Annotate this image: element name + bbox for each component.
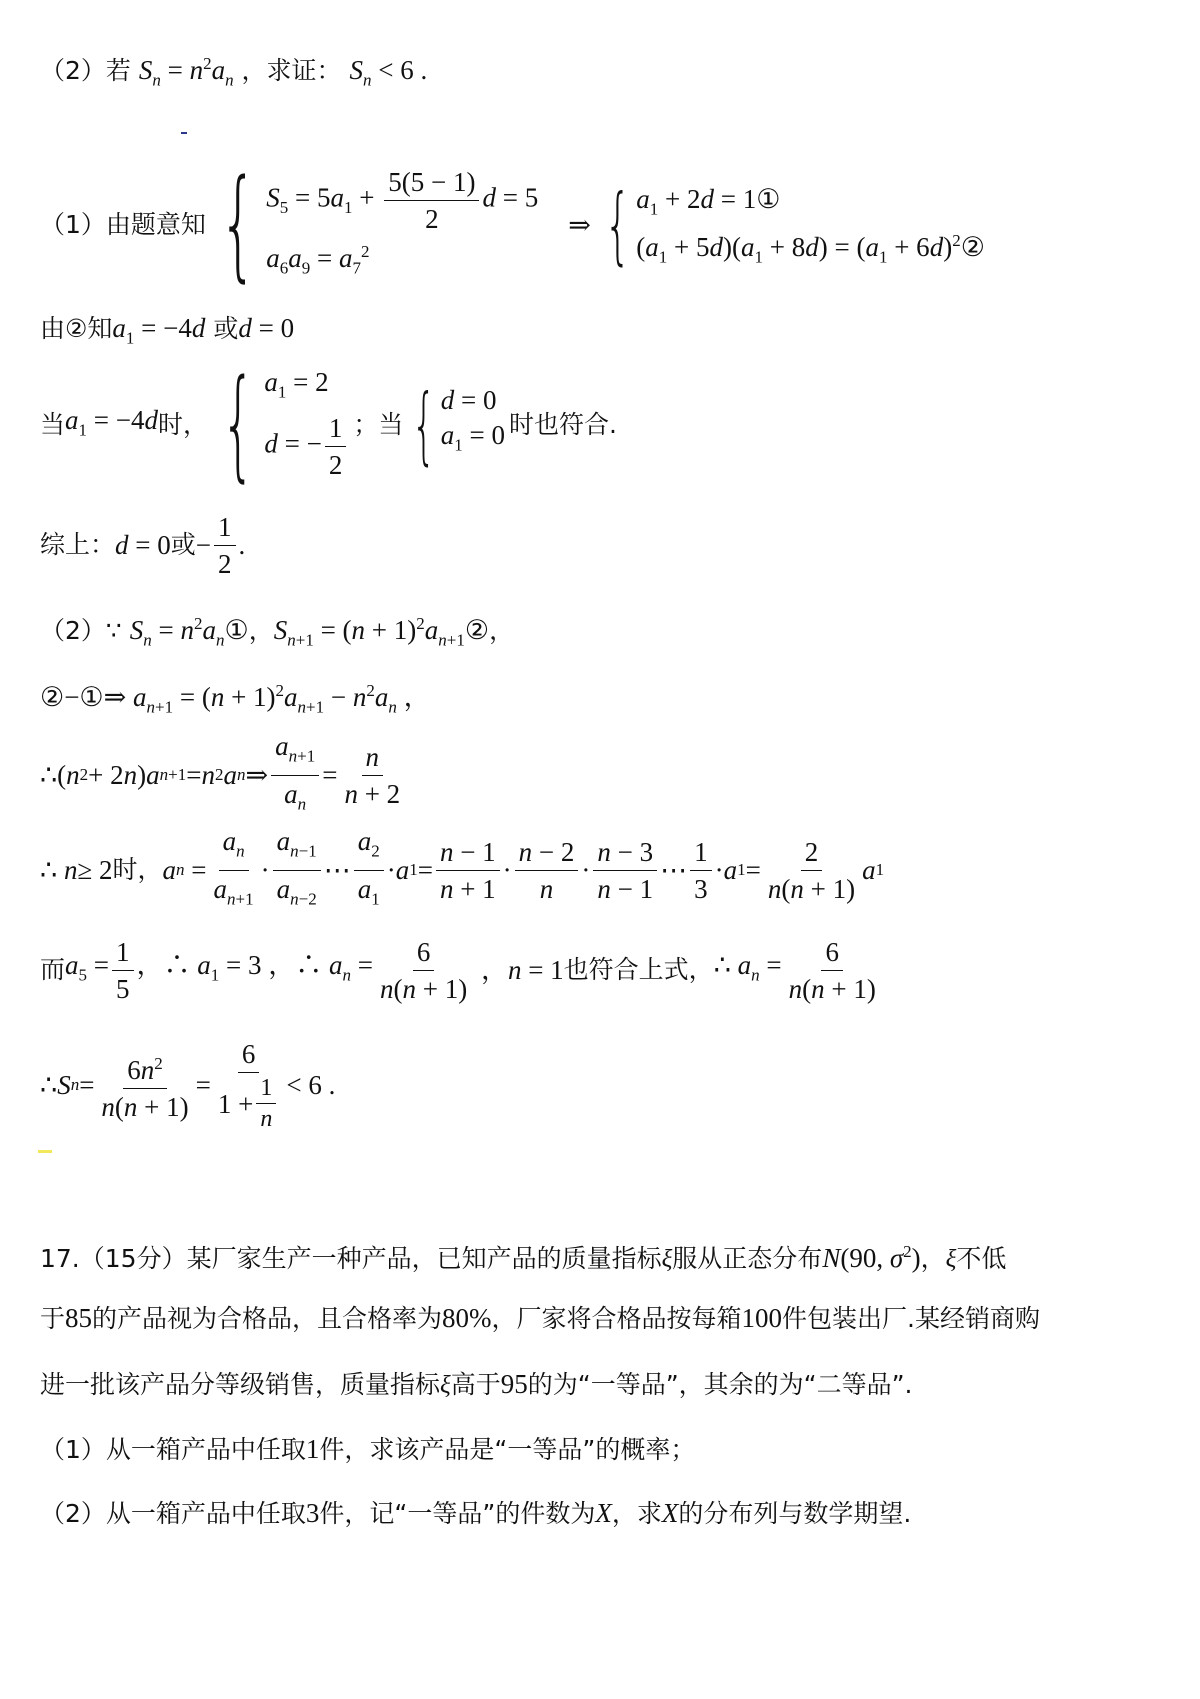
xi-symbol-3: ξ	[440, 1372, 451, 1399]
sol2-label: （2）∵	[40, 616, 122, 645]
sol2-line-2: ②−①⇒ $a_{n+1} = (n + 1)^2a_{n+1} - n^2a_n$ ，	[40, 681, 431, 717]
random-variable-x: X	[595, 1498, 612, 1528]
case-line: 当 $a_1 = -4d$ 时， { $a_1 = 2$ d = − $\frac{1}{2}$ ；当 { d = 0 $a_1 = 0$ 时也符合.	[40, 355, 617, 494]
solution-part1-header	[40, 155, 989, 294]
when-tail: 时，	[157, 410, 208, 439]
p17-line-1: 17.（15分）某厂家生产一种产品，已知产品的质量指标ξ服从正态分布N(90, $\sigma^2$)，ξ不低	[40, 1242, 1007, 1273]
system-2: { $a_1 + 2d$ = 1① $(a_1 + 5d)(a_1 + 8d) = (a_1$ + $6d)^2②$	[604, 176, 985, 274]
question-goal: $S_n < 6$ .	[349, 55, 428, 90]
sol2-line-5: 而 $a_5$ = $\frac{1}{5}$ ，∴ $a_1 = 3$ ，∴ $a_n$ = $\frac{6}{n(n + 1)}$ ，n = 1 也符合上式， ∴ $a_n$ = $\frac{6}{n(n + 1)}$	[40, 936, 876, 1004]
shi-word: 时，	[112, 855, 163, 884]
system-2-line-1: $a_1 + 2d$ = 1①	[636, 184, 781, 219]
question-condition: $S_n = n^2a_n$	[138, 54, 234, 90]
random-variable-x-2: X	[661, 1498, 679, 1528]
threshold-85: 85	[65, 1303, 93, 1333]
case-2-system: { d = 0 $a_1 = 0$	[412, 376, 506, 474]
solution-label: （1）由题意知	[40, 210, 206, 239]
semicolon-when: ；当	[353, 410, 404, 439]
when-word: 当	[40, 410, 66, 439]
p17-line-3: 进一批该产品分等级销售，质量指标ξ高于95的为“一等品”，其余的为“二等品”.	[40, 1369, 913, 1399]
threshold-95: 95	[500, 1369, 528, 1399]
sol2-line-1: （2）∵ $S_n$ = $n^2a_n①$，$S_{n+1} = (n$ + $1)^2a_{n+1}②$，	[40, 614, 515, 650]
system-2-line-2: $(a_1 + 5d)(a_1 + 8d) = (a_1$ + $6d)^2②$	[636, 231, 985, 267]
p17-line-2: 于85的产品视为合格品，且合格率为80%，厂家将合格品按每箱100件包装出厂.某经销商购	[40, 1303, 1040, 1333]
pass-rate: 80%	[442, 1303, 492, 1333]
or-word: 或	[213, 314, 239, 343]
case-1-system: { $a_1 = 2$ d = − $\frac{1}{2}$	[212, 365, 349, 485]
question-label: （2）若	[40, 56, 131, 85]
sol2-line-4: ∴ n ≥ 2 时， a n = $\frac{a_n}{a_{n+1}}$ · $\frac{a_{n-1}}{a_{n-2}}$ ⋯ $\frac{a_2}{a_1}$ · a 1 = $\frac{n - 1}{n + 1}$ · $\frac{n - 2}{n}$ · $\frac{n - 3}{n - 1}$ ⋯ $\frac{1}{3}$ · a 1 = $\frac{2}{n(n + 1)}$ a 1	[40, 826, 885, 908]
summary-line: 综上： d = 0 或 − $\frac{1}{2}$ .	[40, 511, 246, 579]
box-size: 100	[741, 1303, 783, 1333]
p17-intro: 17.（15分）某厂家生产一种产品，已知产品的质量指标	[40, 1244, 662, 1273]
er-word: 而	[40, 955, 66, 984]
summary-dot: .	[238, 530, 246, 560]
frac-denominator: 2	[425, 204, 439, 234]
summary-minus: −	[195, 530, 211, 560]
summary-label: 综上：	[40, 530, 116, 559]
sol2-line-6: ∴ S n = $\frac{6n^2}{n(n + 1)}$ = 6 1 + $\frac{1}{n}$ < 6 .	[40, 1039, 336, 1132]
summary-or: 或	[170, 530, 196, 559]
half-num: 1	[325, 411, 347, 447]
system-1-line-2: $a_6a_9 = a_7^2$	[266, 242, 370, 278]
question-prompt: ，求证：	[241, 56, 342, 85]
p17-question-2: （2）从一箱产品中任取3件，记“一等品”的件数为X，求X的分布列与数学期望.	[40, 1498, 912, 1528]
half-den: 2	[328, 449, 343, 480]
from-eq2-label: 由②知	[40, 314, 113, 343]
p17-question-1: （1）从一箱产品中任取1件，求该产品是“一等品”的概率；	[40, 1434, 696, 1464]
sol2-line-3: ∴( n 2 + 2 n ) a n+1 = n 2 a n ⇒ $\frac{a_{n+1}}{a_n}$ = $\frac{n}{n + 2}$	[40, 731, 401, 813]
also-fits: 时也符合.	[509, 410, 617, 439]
from-eq2-line: 由②知$a_1 = -4d$ 或d = 0	[40, 313, 295, 348]
xi-symbol-2: ξ	[945, 1246, 957, 1273]
also-fits-formula: 也符合上式，	[563, 955, 714, 984]
part2-question	[40, 48, 427, 96]
system-1: { $S_5 = 5a_1$ + $\frac{5(5 - 1)}{2}$ d = 5 $a_6a_9 = a_7^2$	[219, 155, 539, 294]
system-1-line-1: $S_5 = 5a_1$ + $\frac{5(5 - 1)}{2}$ d = 5	[266, 167, 539, 234]
implies-symbol: ⇒	[568, 210, 591, 240]
highlight-mark	[38, 1150, 52, 1153]
xi-symbol: ξ	[661, 1246, 673, 1273]
frac-numerator: 5(5 − 1)	[384, 165, 479, 201]
stray-mark	[181, 132, 187, 134]
